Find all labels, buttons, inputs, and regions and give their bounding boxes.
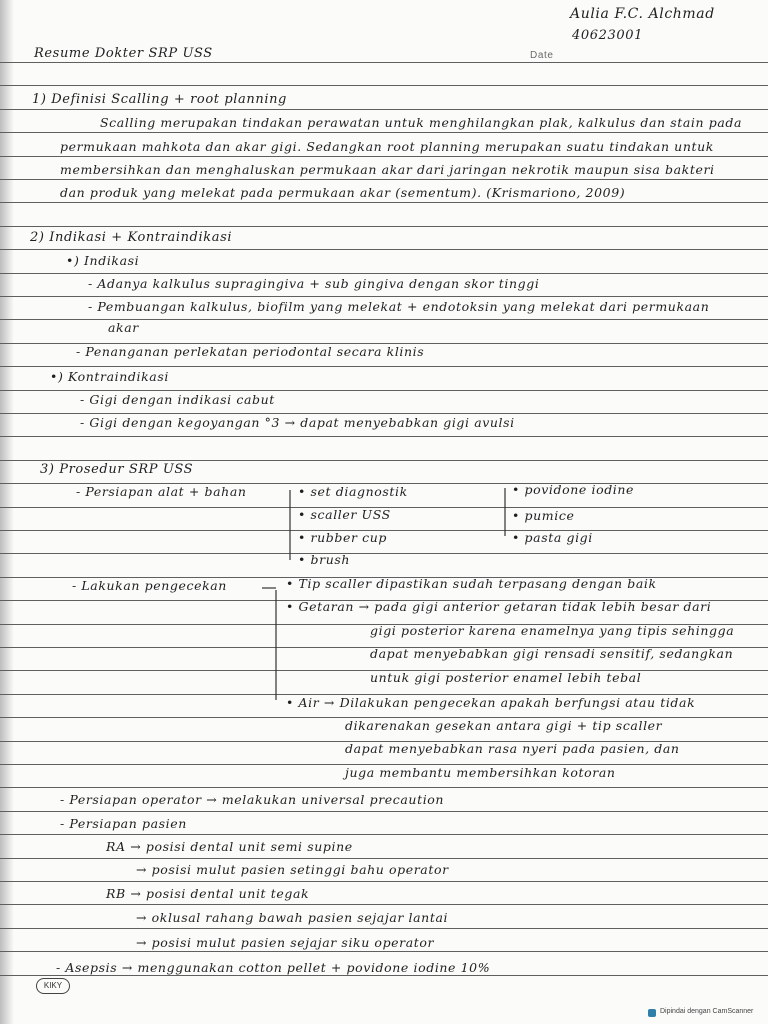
- tool-item-1: • set diagnostik: [298, 484, 408, 499]
- indication-item-2: - Pembuangan kalkulus, biofilm yang melekat + endotoksin yang melekat dari permukaan: [88, 299, 710, 314]
- check-water-cont-3: juga membantu membersihkan kotoran: [345, 765, 616, 780]
- contraindication-item-1: - Gigi dengan indikasi cabut: [80, 392, 275, 407]
- patient-ra-1: RA → posisi dental unit semi supine: [106, 839, 353, 854]
- definition-line-3: membersihkan dan menghaluskan permukaan akar dari jaringan nekrotik maupun sisa bakteri: [60, 162, 715, 177]
- definition-line-2: permukaan mahkota dan akar gigi. Sedangkan root planning merupakan suatu tindakan untuk: [60, 139, 714, 154]
- patient-ra-2: → posisi mulut pasien setinggi bahu operator: [136, 862, 449, 877]
- patient-prep-label: - Persiapan pasien: [60, 816, 187, 831]
- author-name: Aulia F.C. Alchmad: [570, 6, 715, 22]
- check-vibration: • Getaran → pada gigi anterior getaran tidak lebih besar dari: [286, 599, 712, 614]
- check-water: • Air → Dilakukan pengecekan apakah berfungsi atau tidak: [286, 695, 696, 710]
- indication-item-1: - Adanya kalkulus supragingiva + sub gingiva dengan skor tinggi: [88, 276, 540, 291]
- tool-item-3: • rubber cup: [298, 530, 387, 545]
- indication-item-3: - Penanganan perlekatan periodontal secara klinis: [76, 344, 425, 359]
- date-label: Date: [530, 50, 554, 61]
- patient-rb-1: RB → posisi dental unit tegak: [106, 886, 310, 901]
- notebook-brand-logo: KIKY: [36, 978, 70, 994]
- tools-materials-label: - Persiapan alat + bahan: [76, 484, 247, 499]
- check-tip: • Tip scaller dipastikan sudah terpasang dengan baik: [286, 576, 657, 591]
- contraindication-item-2: - Gigi dengan kegoyangan °3 → dapat menyebabkan gigi avulsi: [80, 415, 515, 430]
- section-3-title: 3) Prosedur SRP USS: [40, 462, 194, 477]
- patient-rb-2: → oklusal rahang bawah pasien sejajar lantai: [136, 910, 449, 925]
- contraindication-heading: •) Kontraindikasi: [50, 369, 169, 384]
- section-1-title: 1) Definisi Scalling + root planning: [32, 92, 287, 107]
- material-item-3: • pasta gigi: [512, 530, 593, 545]
- check-label: - Lakukan pengecekan: [72, 578, 227, 593]
- definition-line-1: Scalling merupakan tindakan perawatan untuk menghilangkan plak, kalkulus dan stain pada: [100, 115, 743, 130]
- definition-line-4: dan produk yang melekat pada permukaan akar (sementum). (Krismariono, 2009): [60, 185, 626, 200]
- scanner-watermark: Dipindai dengan CamScanner: [660, 1008, 754, 1015]
- asepsis-step: - Asepsis → menggunakan cotton pellet + povidone iodine 10%: [56, 960, 491, 975]
- section-2-title: 2) Indikasi + Kontraindikasi: [30, 230, 233, 245]
- check-vibration-cont-2: dapat menyebabkan gigi rensadi sensitif, sedangkan: [370, 646, 734, 661]
- camscanner-icon: [648, 1009, 656, 1017]
- tool-item-2: • scaller USS: [298, 507, 391, 522]
- operator-prep: - Persiapan operator → melakukan universal precaution: [60, 792, 445, 807]
- indication-item-2-cont: akar: [108, 320, 139, 335]
- indication-heading: •) Indikasi: [66, 253, 140, 268]
- material-item-1: • povidone iodine: [512, 482, 635, 497]
- page-title: Resume Dokter SRP USS: [34, 46, 213, 61]
- patient-rb-3: → posisi mulut pasien sejajar siku operator: [136, 935, 435, 950]
- check-water-cont-2: dapat menyebabkan rasa nyeri pada pasien, dan: [345, 741, 680, 756]
- author-nim: 40623001: [572, 28, 643, 43]
- check-water-cont-1: dikarenakan gesekan antara gigi + tip scaller: [345, 718, 663, 733]
- material-item-2: • pumice: [512, 508, 575, 523]
- check-vibration-cont-1: gigi posterior karena enamelnya yang tipis sehingga: [370, 623, 735, 638]
- check-vibration-cont-3: untuk gigi posterior enamel lebih tebal: [370, 670, 642, 685]
- tool-item-4: • brush: [298, 552, 351, 567]
